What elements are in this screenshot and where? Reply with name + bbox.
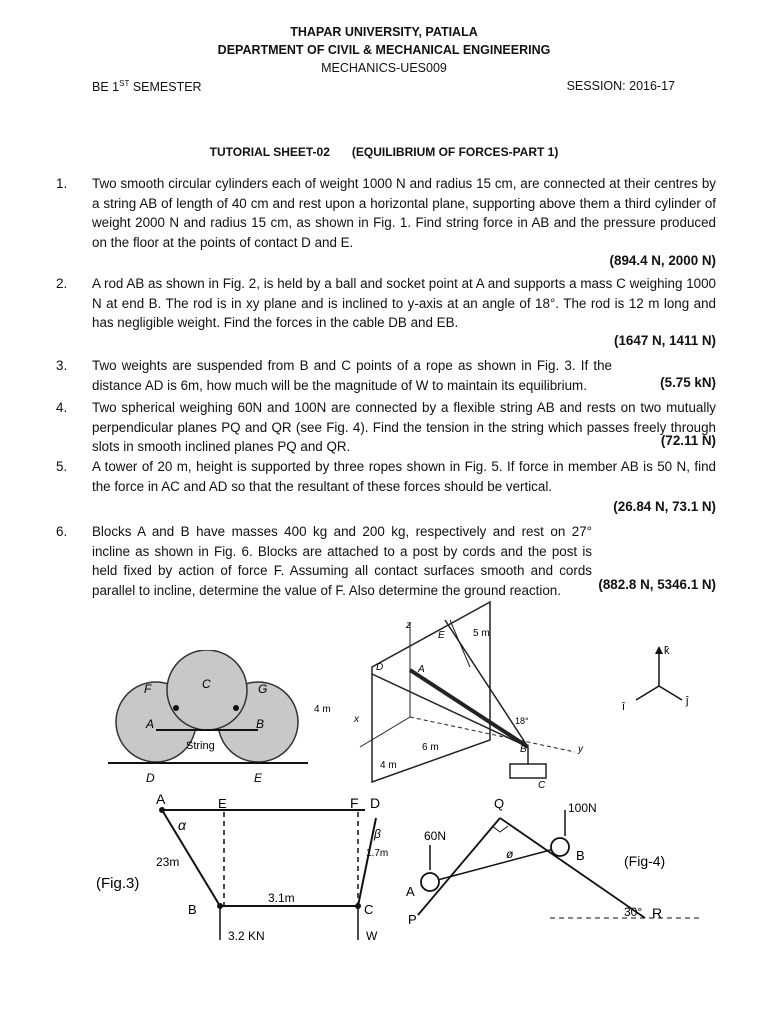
label-y: y (578, 744, 583, 755)
university-name: THAPAR UNIVERSITY, PATIALA (290, 25, 478, 39)
label-x: x (354, 714, 359, 725)
label-6m: 6 m (422, 742, 439, 753)
point-b (217, 903, 223, 909)
i-vector (636, 686, 659, 700)
answer-6: (882.8 N, 5346.1 N) (598, 577, 716, 592)
label-4m-base: 4 m (380, 760, 397, 771)
label-d: D (376, 662, 384, 673)
question-number: 4. (56, 400, 68, 415)
label-f: F (144, 682, 152, 696)
question-number: 3. (56, 358, 68, 373)
label-f: F (350, 795, 359, 811)
question-text: A rod AB as shown in Fig. 2, is held by a ball and socket point at A and supports a mass C weighing 1000 N at end B. The rod is in xy plane and is inclined to y-axis at an angle of 18°. The rod is 12 m long and has negligible weight. Find the forces in the cable DB and EB. (92, 276, 716, 330)
label-5m: 5 m (473, 628, 490, 639)
label-3-2kn: 3.2 KN (228, 929, 265, 943)
figure-4 (400, 790, 710, 950)
label-b: B (520, 744, 527, 755)
label-60n: 60N (424, 829, 447, 843)
sheet-title (0, 145, 768, 159)
question-2 (56, 274, 716, 334)
label-b: B (576, 848, 585, 863)
question-text: Two spherical weighing 60N and 100N are connected by a flexible string AB and rests on two mutually perpendicular planes PQ and QR (see Fig. 4). Find the tension in the string which passes freely through slots in smooth inclined planes PQ and QR. (92, 400, 716, 454)
label-z: z (406, 620, 411, 631)
label-c: C (538, 780, 546, 791)
label-k: k̂ (664, 645, 670, 657)
label-e: E (438, 630, 445, 641)
label-w: W (366, 929, 378, 943)
sphere-b (551, 838, 569, 856)
point-a (159, 807, 165, 813)
label-r: R (652, 905, 663, 921)
label-c: C (364, 902, 374, 917)
label-d: D (370, 795, 381, 811)
label-18deg: 18° (515, 716, 529, 726)
label-e: E (218, 796, 227, 811)
label-alpha: α (178, 817, 186, 833)
rod-ab (410, 670, 528, 747)
point-c (355, 903, 361, 909)
session-label: SESSION: 2016-17 (566, 79, 675, 93)
label-30deg: 30° (624, 905, 643, 919)
course-code: MECHANICS-UES009 (321, 61, 447, 75)
label-1-7m: 1.7m (366, 848, 389, 859)
contact-g (233, 705, 239, 711)
e-guide (450, 620, 470, 667)
answer-1: (894.4 N, 2000 N) (609, 253, 716, 268)
label-j: ĵ (686, 695, 689, 707)
contact-f (173, 705, 179, 711)
question-text: A tower of 20 m, height is supported by three ropes shown in Fig. 5. If force in member AB is 50 N, find the force in AC and AD so that the resultant of these forces should be vertical. (92, 459, 716, 494)
question-number: 6. (56, 524, 68, 539)
label-p: P (408, 912, 417, 927)
label-b: B (256, 717, 265, 731)
k-arrowhead (655, 646, 663, 654)
figure-3 (90, 790, 410, 950)
label-b: B (188, 902, 197, 917)
question-3 (56, 356, 716, 396)
tutorial-subtitle: (EQUILIBRIUM OF FORCES-PART 1) (351, 145, 559, 159)
label-beta: β (374, 827, 381, 841)
string-ab (430, 848, 558, 882)
answer-2: (1647 N, 1411 N) (614, 333, 716, 348)
label-i: î (622, 701, 626, 713)
tutorial-title: TUTORIAL SHEET-02 (209, 145, 330, 159)
label-e: E (254, 771, 263, 785)
figure-1 (108, 650, 308, 790)
x-axis (360, 717, 410, 747)
mass-c (510, 764, 546, 778)
answer-3: (5.75 kN) (660, 375, 716, 390)
label-a: A (406, 884, 415, 899)
figure-2 (310, 592, 610, 792)
label-string: String (186, 740, 215, 752)
j-vector (659, 686, 682, 700)
question-5 (56, 457, 716, 497)
label-a: A (418, 664, 425, 675)
semester-label: BE 1ST SEMESTER (92, 79, 202, 95)
label-c: C (202, 677, 211, 691)
question-number: 2. (56, 276, 68, 291)
question-1 (56, 174, 716, 254)
question-4 (56, 398, 716, 458)
answer-5: (26.84 N, 73.1 N) (613, 499, 716, 514)
question-text: Two weights are suspended from B and C points of a rope as shown in Fig. 3. If the distance AD is 6m, how much will be the magnitude of W to maintain its equilibrium. (92, 358, 612, 393)
label-3-1m: 3.1m (268, 891, 295, 905)
label-phi: ø (506, 847, 514, 861)
label-a: A (156, 791, 166, 807)
label-a: A (146, 717, 155, 731)
label-d: D (146, 771, 155, 785)
answer-4: (72.11 N) (660, 433, 716, 448)
label-100n: 100N (568, 801, 597, 815)
label-q: Q (494, 796, 505, 811)
department-name: DEPARTMENT OF CIVIL & MECHANICAL ENGINEERING (217, 43, 551, 57)
label-4m: 4 m (314, 704, 331, 715)
unit-vectors (616, 636, 706, 716)
sphere-a (421, 873, 439, 891)
question-number: 1. (56, 176, 68, 191)
label-g: G (258, 682, 268, 696)
label-fig3: (Fig.3) (96, 875, 140, 892)
question-text: Blocks A and B have masses 400 kg and 200 kg, respectively and rest on 27° incline as shown in Fig. 6. Blocks are attached to a post by cords and the post is held fixed by action of force F. Assuming all contact surfaces smooth and cords parallel to incline, determine the value of F. Also determine the ground reaction. (92, 524, 592, 598)
question-text: Two smooth circular cylinders each of weight 1000 N and radius 15 cm, are connected at their centres by a string AB of length of 40 cm and rest upon a horizontal plane, supporting above them a third cylinder of weight 2000 N and radius 15 cm, as shown in Fig. 1. Find string force in AB and the pressure produced on the floor at the points of contact D and E. (92, 176, 716, 250)
label-23m: 23m (156, 855, 180, 869)
label-fig4: (Fig-4) (624, 853, 666, 869)
right-angle-mark (492, 826, 508, 832)
question-number: 5. (56, 459, 68, 474)
